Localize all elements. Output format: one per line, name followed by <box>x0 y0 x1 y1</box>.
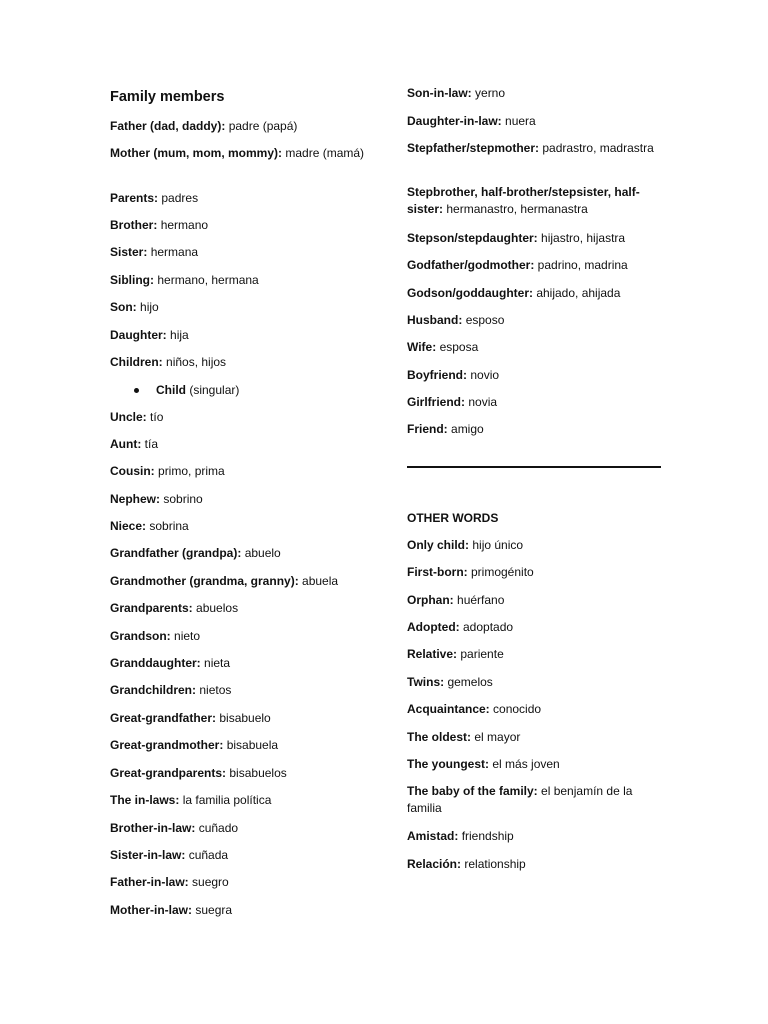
list-item <box>110 600 372 617</box>
list-item <box>110 354 372 371</box>
list-item <box>407 339 663 356</box>
entry-translation: padre (papá) <box>228 119 298 133</box>
list-item <box>407 394 663 411</box>
entry-translation: suegra <box>195 903 233 917</box>
entry-term: Godfather/godmother: <box>407 258 535 272</box>
entry-term: Great-grandmother: <box>110 738 224 752</box>
list-item <box>156 382 239 399</box>
entry-translation: abuelo <box>244 546 281 560</box>
entry-translation: sobrina <box>149 519 189 533</box>
entry-translation: esposo <box>465 313 505 327</box>
list-item <box>110 874 372 891</box>
entry-translation: bisabuelo <box>219 711 271 725</box>
entry-term: Relative: <box>407 647 458 661</box>
entry-term: Girlfriend: <box>407 395 466 409</box>
entry-term: Nephew: <box>110 492 161 506</box>
list-item <box>407 646 663 663</box>
entry-term: Daughter: <box>110 328 167 342</box>
list-item <box>110 190 372 207</box>
list-item <box>110 436 372 453</box>
entry-translation: yerno <box>475 86 506 100</box>
list-item <box>407 856 663 873</box>
list-item <box>110 518 372 535</box>
entry-term: Orphan: <box>407 593 454 607</box>
entry-translation: padrino, madrina <box>537 258 628 272</box>
entry-translation: hermano, hermana <box>157 273 259 287</box>
list-item <box>407 783 663 817</box>
list-item <box>407 828 663 845</box>
entry-term: Stepfather/stepmother: <box>407 141 540 155</box>
entry-translation: conocido <box>493 702 542 716</box>
entry-term: Acquaintance: <box>407 702 490 716</box>
entry-translation: hijastro, hijastra <box>541 231 626 245</box>
entry-term: The oldest: <box>407 730 472 744</box>
entry-translation: la familia política <box>182 793 272 807</box>
entry-term: Aunt: <box>110 437 142 451</box>
entry-term: Granddaughter: <box>110 656 201 670</box>
list-item <box>407 140 663 157</box>
list-item <box>407 230 663 247</box>
list-item <box>110 409 372 426</box>
entry-term: Uncle: <box>110 410 147 424</box>
entry-term: Niece: <box>110 519 147 533</box>
entry-translation: el mayor <box>474 730 521 744</box>
entry-term: Stepbrother, half-brother/stepsister, half-sister: <box>407 185 640 216</box>
entry-term: The youngest: <box>407 757 490 771</box>
entry-translation: pariente <box>460 647 504 661</box>
list-item <box>407 537 663 554</box>
entry-term: Grandchildren: <box>110 683 197 697</box>
entry-translation: hijo <box>140 300 159 314</box>
entry-term: Relación: <box>407 857 462 871</box>
list-item <box>110 765 372 782</box>
list-item <box>110 847 372 864</box>
list-item <box>110 145 372 162</box>
entry-term: Godson/goddaughter: <box>407 286 533 300</box>
entry-translation: hijo único <box>472 538 524 552</box>
entry-term: Parents: <box>110 191 159 205</box>
list-item <box>110 573 372 590</box>
list-item <box>407 674 663 691</box>
entry-translation: bisabuelos <box>229 766 287 780</box>
entry-translation: nieta <box>204 656 231 670</box>
entry-translation: novia <box>468 395 498 409</box>
entry-term: Grandson: <box>110 629 171 643</box>
list-item <box>407 592 663 609</box>
entry-term: Mother (mum, mom, mommy): <box>110 146 283 160</box>
entry-translation: huérfano <box>457 593 505 607</box>
entry-term: Sibling: <box>110 273 154 287</box>
entry-term: Only child: <box>407 538 470 552</box>
entry-translation: primo, prima <box>158 464 225 478</box>
section-heading-other-words: OTHER WORDS <box>407 511 499 525</box>
list-item <box>110 737 372 754</box>
list-item <box>110 327 372 344</box>
entry-translation: (singular) <box>189 383 240 397</box>
entry-term: Great-grandparents: <box>110 766 227 780</box>
entry-term: Father-in-law: <box>110 875 189 889</box>
entry-translation: nietos <box>199 683 232 697</box>
list-item <box>110 682 372 699</box>
entry-term: Amistad: <box>407 829 459 843</box>
list-item <box>407 729 663 746</box>
entry-term: Great-grandfather: <box>110 711 217 725</box>
entry-translation: hermana <box>150 245 199 259</box>
entry-term: Children: <box>110 355 163 369</box>
entry-translation: tía <box>144 437 159 451</box>
entry-translation: amigo <box>451 422 484 436</box>
list-item <box>110 655 372 672</box>
list-item <box>407 113 663 130</box>
entry-term: Twins: <box>407 675 445 689</box>
entry-term: Daughter-in-law: <box>407 114 502 128</box>
list-item <box>110 217 372 234</box>
entry-translation: niños, hijos <box>166 355 227 369</box>
entry-term: Son-in-law: <box>407 86 472 100</box>
list-item <box>407 184 663 218</box>
entry-term: Husband: <box>407 313 463 327</box>
list-item <box>407 85 663 102</box>
list-item <box>110 792 372 809</box>
entry-translation: cuñada <box>188 848 229 862</box>
entry-translation: hermanastro, hermanastra <box>446 202 588 216</box>
entry-translation: ahijado, ahijada <box>536 286 621 300</box>
list-item <box>407 421 663 438</box>
entry-term: Boyfriend: <box>407 368 467 382</box>
entry-term: Friend: <box>407 422 448 436</box>
entry-term: The in-laws: <box>110 793 180 807</box>
entry-translation: primogénito <box>471 565 534 579</box>
entry-term: Stepson/stepdaughter: <box>407 231 538 245</box>
entry-term: Sister-in-law: <box>110 848 186 862</box>
entry-translation: adoptado <box>463 620 514 634</box>
list-item <box>110 902 372 919</box>
entry-translation: tío <box>150 410 164 424</box>
entry-term: Cousin: <box>110 464 155 478</box>
list-item <box>407 257 663 274</box>
list-item <box>407 701 663 718</box>
list-item <box>407 312 663 329</box>
entry-term: Child <box>156 383 186 397</box>
entry-translation: cuñado <box>198 821 239 835</box>
entry-term: Wife: <box>407 340 437 354</box>
list-item <box>110 118 372 135</box>
entry-translation: suegro <box>192 875 229 889</box>
entry-term: Son: <box>110 300 137 314</box>
entry-translation: madre (mamá) <box>285 146 365 160</box>
list-item <box>407 285 663 302</box>
entry-translation: hermano <box>160 218 209 232</box>
entry-term: Grandfather (grandpa): <box>110 546 242 560</box>
list-item <box>407 367 663 384</box>
entry-translation: abuela <box>302 574 339 588</box>
list-item <box>110 820 372 837</box>
entry-term: Sister: <box>110 245 148 259</box>
entry-translation: el benjamín de la familia <box>407 784 633 815</box>
section-divider <box>407 466 661 468</box>
entry-translation: abuelos <box>196 601 239 615</box>
entry-translation: gemelos <box>447 675 493 689</box>
entry-translation: padres <box>161 191 199 205</box>
list-item <box>407 619 663 636</box>
list-item <box>110 628 372 645</box>
list-item <box>110 545 372 562</box>
entry-translation: esposa <box>439 340 479 354</box>
entry-translation: sobrino <box>163 492 203 506</box>
entry-term: Brother: <box>110 218 158 232</box>
entry-translation: hija <box>170 328 189 342</box>
section-heading-family-members: Family members <box>110 89 225 105</box>
list-item <box>110 244 372 261</box>
entry-translation: relationship <box>464 857 526 871</box>
list-item <box>110 299 372 316</box>
entry-translation: nieto <box>174 629 201 643</box>
entry-translation: padrastro, madrastra <box>542 141 654 155</box>
entry-term: Grandmother (grandma, granny): <box>110 574 299 588</box>
entry-translation: friendship <box>461 829 514 843</box>
entry-term: Mother-in-law: <box>110 903 192 917</box>
entry-translation: el más joven <box>492 757 560 771</box>
list-item <box>110 491 372 508</box>
list-item <box>110 710 372 727</box>
list-item <box>407 756 663 773</box>
entry-translation: nuera <box>505 114 536 128</box>
list-item <box>110 272 372 289</box>
entry-term: Brother-in-law: <box>110 821 196 835</box>
entry-term: The baby of the family: <box>407 784 538 798</box>
entry-term: First-born: <box>407 565 468 579</box>
entry-translation: novio <box>470 368 500 382</box>
entry-translation: bisabuela <box>226 738 279 752</box>
list-item <box>407 564 663 581</box>
entry-term: Adopted: <box>407 620 460 634</box>
entry-term: Father (dad, daddy): <box>110 119 226 133</box>
entry-term: Grandparents: <box>110 601 193 615</box>
list-item <box>110 463 372 480</box>
